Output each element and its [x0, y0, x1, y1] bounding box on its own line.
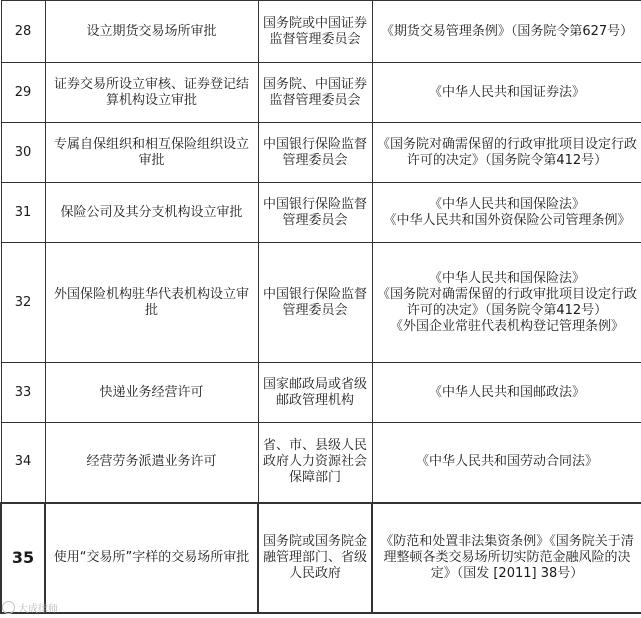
- legal-basis-line: 《外国企业常驻代表机构登记管理条例》: [389, 318, 624, 334]
- legal-basis-line: 《中华人民共和国保险法》: [428, 196, 585, 212]
- table-row: [1, 1, 641, 63]
- row-number: 28: [1, 1, 45, 63]
- approving-authority: 国务院或中国证券监督管理委员会: [258, 1, 372, 63]
- table-row: [1, 243, 641, 363]
- approving-authority: 省、市、县级人民政府人力资源社会保障部门: [258, 423, 372, 503]
- approving-authority: 中国银行保险监督管理委员会: [258, 123, 372, 183]
- legal-basis-line: 《期货交易管理条例》（国务院令第627号）: [380, 23, 634, 39]
- legal-basis-line: 《中华人民共和国证券法》: [428, 84, 585, 100]
- legal-basis-line: 《防范和处置非法集资条例》《国务院关于清理整顿各类交易场所切实防范金融风险的决定》（国发 [2011] 38号）: [380, 533, 634, 581]
- approval-item: 外国保险机构驻华代表机构设立审批: [45, 243, 258, 363]
- legal-basis: [372, 183, 641, 243]
- legal-basis: [372, 1, 641, 63]
- approving-authority: 中国银行保险监督管理委员会: [258, 183, 372, 243]
- approval-item: 设立期货交易场所审批: [45, 1, 258, 63]
- row-number: 34: [1, 423, 45, 503]
- table-row: [1, 123, 641, 183]
- approving-authority: 国家邮政局或省级邮政管理机构: [258, 363, 372, 423]
- legal-basis: [372, 63, 641, 123]
- approval-item: 专属自保组织和相互保险组织设立审批: [45, 123, 258, 183]
- approving-authority: 国务院、中国证券监督管理委员会: [258, 63, 372, 123]
- table-row: [1, 503, 641, 613]
- approval-item: 快递业务经营许可: [45, 363, 258, 423]
- legal-basis: [372, 123, 641, 183]
- table-row: [1, 363, 641, 423]
- legal-basis-line: 《中华人民共和国保险法》: [428, 270, 585, 286]
- approving-authority: 国务院或国务院金融管理部门、省级人民政府: [258, 503, 372, 613]
- watermark: [2, 600, 58, 615]
- table-row: [1, 63, 641, 123]
- approving-authority: 中国银行保险监督管理委员会: [258, 243, 372, 363]
- row-number: 29: [1, 63, 45, 123]
- approval-item: 经营劳务派遣业务许可: [45, 423, 258, 503]
- legal-basis-line: 《国务院对确需保留的行政审批项目设定行政许可的决定》（国务院令第412号）: [376, 136, 637, 168]
- watermark-text: 大成律师: [18, 604, 58, 615]
- legal-basis-line: 《中华人民共和国邮政法》: [428, 384, 585, 400]
- watermark-logo-icon: [2, 601, 15, 614]
- row-number: 31: [1, 183, 45, 243]
- approval-item: 保险公司及其分支机构设立审批: [45, 183, 258, 243]
- table-row: [1, 423, 641, 503]
- row-number: 30: [1, 123, 45, 183]
- legal-basis: [372, 363, 641, 423]
- legal-basis: [372, 423, 641, 503]
- legal-basis: [372, 503, 641, 613]
- approval-item: 使用“交易所”字样的交易场所审批: [45, 503, 258, 613]
- row-number: 35: [1, 503, 45, 613]
- legal-basis: [372, 243, 641, 363]
- legal-basis-line: 《国务院对确需保留的行政审批项目设定行政许可的决定》（国务院令第412号）: [376, 286, 637, 318]
- table-row: [1, 183, 641, 243]
- legal-basis-line: 《中华人民共和国外资保险公司管理条例》: [383, 212, 631, 228]
- row-number: 33: [1, 363, 45, 423]
- row-number: 32: [1, 243, 45, 363]
- legal-basis-line: 《中华人民共和国劳动合同法》: [415, 454, 598, 470]
- approval-item: 证券交易所设立审核、证券登记结算机构设立审批: [45, 63, 258, 123]
